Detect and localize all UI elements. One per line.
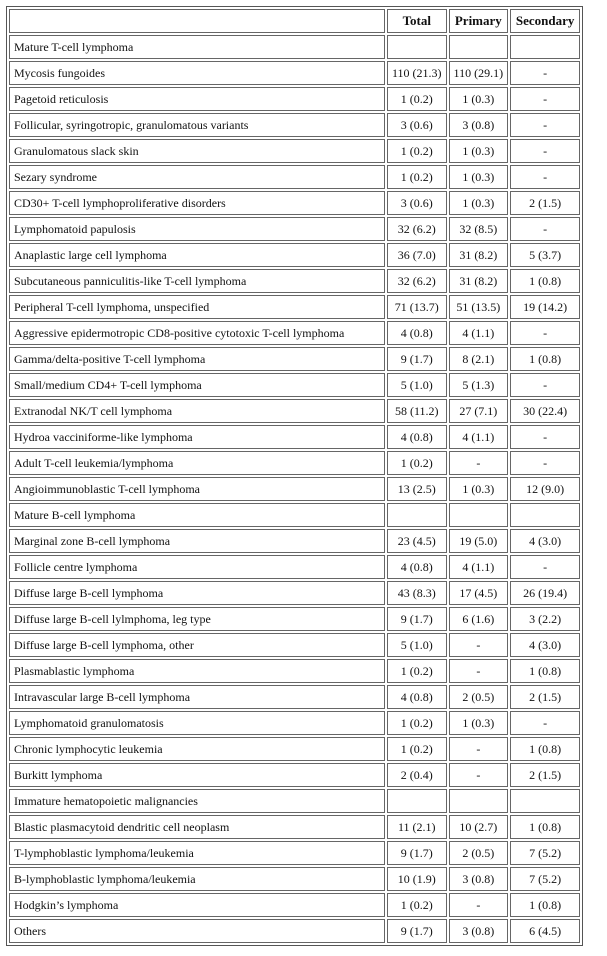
- cell-primary: [449, 503, 509, 527]
- cell-primary: [449, 35, 509, 59]
- cell-total: 110 (21.3): [387, 61, 447, 85]
- table-row: [9, 87, 580, 111]
- cell-primary: 1 (0.3): [449, 191, 509, 215]
- row-label: Small/medium CD4+ T-cell lymphoma: [9, 373, 385, 397]
- cell-primary: 3 (0.8): [449, 919, 509, 943]
- cell-total: 4 (0.8): [387, 425, 447, 449]
- row-label: Others: [9, 919, 385, 943]
- row-label: Granulomatous slack skin: [9, 139, 385, 163]
- table-row: [9, 581, 580, 605]
- cell-secondary: 2 (1.5): [510, 763, 580, 787]
- table-row: [9, 763, 580, 787]
- cell-total: 13 (2.5): [387, 477, 447, 501]
- cell-primary: -: [449, 893, 509, 917]
- cell-primary: 1 (0.3): [449, 139, 509, 163]
- cell-secondary: -: [510, 373, 580, 397]
- cell-primary: -: [449, 451, 509, 475]
- row-label: Anaplastic large cell lymphoma: [9, 243, 385, 267]
- cell-total: 58 (11.2): [387, 399, 447, 423]
- row-label: Peripheral T-cell lymphoma, unspecified: [9, 295, 385, 319]
- row-label: Plasmablastic lymphoma: [9, 659, 385, 683]
- table-container: [6, 6, 583, 946]
- cell-total: 11 (2.1): [387, 815, 447, 839]
- cell-primary: 1 (0.3): [449, 87, 509, 111]
- cell-secondary: 1 (0.8): [510, 893, 580, 917]
- cell-total: 3 (0.6): [387, 113, 447, 137]
- table-body: [9, 35, 580, 943]
- cell-total: 2 (0.4): [387, 763, 447, 787]
- cell-primary: 10 (2.7): [449, 815, 509, 839]
- cell-total: 1 (0.2): [387, 165, 447, 189]
- row-label: B-lymphoblastic lymphoma/leukemia: [9, 867, 385, 891]
- cell-total: 9 (1.7): [387, 919, 447, 943]
- cell-primary: -: [449, 763, 509, 787]
- header-primary: Primary: [449, 9, 509, 33]
- table-row: [9, 711, 580, 735]
- cell-primary: 27 (7.1): [449, 399, 509, 423]
- cell-secondary: -: [510, 321, 580, 345]
- table-row: [9, 659, 580, 683]
- cell-secondary: 30 (22.4): [510, 399, 580, 423]
- table-row: [9, 425, 580, 449]
- row-label: Subcutaneous panniculitis-like T-cell lymphoma: [9, 269, 385, 293]
- cell-secondary: 7 (5.2): [510, 867, 580, 891]
- cell-secondary: [510, 35, 580, 59]
- cell-total: [387, 35, 447, 59]
- cell-secondary: 4 (3.0): [510, 633, 580, 657]
- cell-secondary: 6 (4.5): [510, 919, 580, 943]
- table-row: [9, 191, 580, 215]
- cell-secondary: -: [510, 555, 580, 579]
- cell-secondary: -: [510, 451, 580, 475]
- cell-secondary: -: [510, 113, 580, 137]
- table-row: [9, 555, 580, 579]
- cell-secondary: 1 (0.8): [510, 737, 580, 761]
- cell-secondary: -: [510, 139, 580, 163]
- table-row: [9, 61, 580, 85]
- cell-total: 36 (7.0): [387, 243, 447, 267]
- row-label: Intravascular large B-cell lymphoma: [9, 685, 385, 709]
- cell-primary: 110 (29.1): [449, 61, 509, 85]
- table-row: [9, 165, 580, 189]
- row-label: Mycosis fungoides: [9, 61, 385, 85]
- cell-secondary: 2 (1.5): [510, 685, 580, 709]
- row-label: Aggressive epidermotropic CD8-positive cytotoxic T-cell lymphoma: [9, 321, 385, 345]
- table-row: [9, 503, 580, 527]
- table-row: [9, 815, 580, 839]
- header-row: [9, 9, 580, 33]
- table-row: [9, 841, 580, 865]
- cell-primary: 5 (1.3): [449, 373, 509, 397]
- table-row: [9, 347, 580, 371]
- table-row: [9, 529, 580, 553]
- cell-primary: 3 (0.8): [449, 113, 509, 137]
- cell-secondary: -: [510, 425, 580, 449]
- row-label: Extranodal NK/T cell lymphoma: [9, 399, 385, 423]
- table-row: [9, 737, 580, 761]
- cell-secondary: 4 (3.0): [510, 529, 580, 553]
- cell-secondary: [510, 503, 580, 527]
- table-row: [9, 399, 580, 423]
- row-label: Pagetoid reticulosis: [9, 87, 385, 111]
- cell-primary: [449, 789, 509, 813]
- cell-primary: 3 (0.8): [449, 867, 509, 891]
- cell-primary: 1 (0.3): [449, 165, 509, 189]
- cell-secondary: 3 (2.2): [510, 607, 580, 631]
- row-label: Follicle centre lymphoma: [9, 555, 385, 579]
- row-label: T-lymphoblastic lymphoma/leukemia: [9, 841, 385, 865]
- row-label: Gamma/delta-positive T-cell lymphoma: [9, 347, 385, 371]
- cell-total: 5 (1.0): [387, 633, 447, 657]
- cell-secondary: 26 (19.4): [510, 581, 580, 605]
- cell-secondary: 1 (0.8): [510, 347, 580, 371]
- row-label: Diffuse large B-cell lymphoma: [9, 581, 385, 605]
- table-row: [9, 919, 580, 943]
- cell-total: 1 (0.2): [387, 139, 447, 163]
- cell-primary: 1 (0.3): [449, 477, 509, 501]
- table-row: [9, 893, 580, 917]
- header-total: Total: [387, 9, 447, 33]
- table-row: [9, 867, 580, 891]
- cell-total: 1 (0.2): [387, 893, 447, 917]
- cell-total: 1 (0.2): [387, 659, 447, 683]
- cell-total: 9 (1.7): [387, 607, 447, 631]
- cell-primary: 8 (2.1): [449, 347, 509, 371]
- table-row: [9, 113, 580, 137]
- cell-total: 5 (1.0): [387, 373, 447, 397]
- cell-total: 32 (6.2): [387, 217, 447, 241]
- cell-total: 4 (0.8): [387, 555, 447, 579]
- cell-total: 32 (6.2): [387, 269, 447, 293]
- cell-total: 10 (1.9): [387, 867, 447, 891]
- table-row: [9, 789, 580, 813]
- cell-primary: -: [449, 659, 509, 683]
- row-label: Mature T-cell lymphoma: [9, 35, 385, 59]
- row-label: Diffuse large B-cell lymphoma, other: [9, 633, 385, 657]
- cell-secondary: 1 (0.8): [510, 269, 580, 293]
- row-label: CD30+ T-cell lymphoproliferative disorders: [9, 191, 385, 215]
- cell-primary: 6 (1.6): [449, 607, 509, 631]
- header-secondary: Secondary: [510, 9, 580, 33]
- table-row: [9, 35, 580, 59]
- cell-primary: 51 (13.5): [449, 295, 509, 319]
- cell-primary: 32 (8.5): [449, 217, 509, 241]
- cell-total: 4 (0.8): [387, 321, 447, 345]
- cell-secondary: 19 (14.2): [510, 295, 580, 319]
- cell-total: 1 (0.2): [387, 451, 447, 475]
- cell-total: [387, 789, 447, 813]
- table-row: [9, 269, 580, 293]
- cell-total: 43 (8.3): [387, 581, 447, 605]
- cell-total: 4 (0.8): [387, 685, 447, 709]
- row-label: Sezary syndrome: [9, 165, 385, 189]
- table-row: [9, 451, 580, 475]
- row-label: Marginal zone B-cell lymphoma: [9, 529, 385, 553]
- row-label: Lymphomatoid granulomatosis: [9, 711, 385, 735]
- row-label: Chronic lymphocytic leukemia: [9, 737, 385, 761]
- table-row: [9, 321, 580, 345]
- cell-secondary: -: [510, 217, 580, 241]
- row-label: Lymphomatoid papulosis: [9, 217, 385, 241]
- row-label: Burkitt lymphoma: [9, 763, 385, 787]
- cell-primary: 1 (0.3): [449, 711, 509, 735]
- cell-primary: 31 (8.2): [449, 269, 509, 293]
- cell-total: 71 (13.7): [387, 295, 447, 319]
- cell-total: 23 (4.5): [387, 529, 447, 553]
- cell-secondary: [510, 789, 580, 813]
- cell-secondary: -: [510, 711, 580, 735]
- table-row: [9, 477, 580, 501]
- cell-total: 1 (0.2): [387, 737, 447, 761]
- table-row: [9, 607, 580, 631]
- cell-secondary: -: [510, 61, 580, 85]
- cell-primary: 31 (8.2): [449, 243, 509, 267]
- cell-primary: 4 (1.1): [449, 321, 509, 345]
- cell-primary: 4 (1.1): [449, 555, 509, 579]
- cell-primary: 19 (5.0): [449, 529, 509, 553]
- cell-secondary: -: [510, 87, 580, 111]
- row-label: Mature B-cell lymphoma: [9, 503, 385, 527]
- lymphoma-table: [6, 6, 583, 946]
- cell-total: 9 (1.7): [387, 841, 447, 865]
- table-row: [9, 685, 580, 709]
- row-label: Blastic plasmacytoid dendritic cell neoplasm: [9, 815, 385, 839]
- row-label: Hydroa vacciniforme-like lymphoma: [9, 425, 385, 449]
- table-row: [9, 633, 580, 657]
- row-label: Angioimmunoblastic T-cell lymphoma: [9, 477, 385, 501]
- cell-secondary: 7 (5.2): [510, 841, 580, 865]
- table-row: [9, 139, 580, 163]
- cell-secondary: 1 (0.8): [510, 815, 580, 839]
- table-row: [9, 373, 580, 397]
- cell-secondary: 5 (3.7): [510, 243, 580, 267]
- cell-total: [387, 503, 447, 527]
- cell-total: 3 (0.6): [387, 191, 447, 215]
- header-blank: [9, 9, 385, 33]
- row-label: Hodgkin’s lymphoma: [9, 893, 385, 917]
- row-label: Immature hematopoietic malignancies: [9, 789, 385, 813]
- cell-primary: 17 (4.5): [449, 581, 509, 605]
- table-row: [9, 243, 580, 267]
- table-row: [9, 295, 580, 319]
- cell-primary: 2 (0.5): [449, 841, 509, 865]
- cell-secondary: 12 (9.0): [510, 477, 580, 501]
- cell-secondary: 2 (1.5): [510, 191, 580, 215]
- cell-primary: 2 (0.5): [449, 685, 509, 709]
- cell-total: 9 (1.7): [387, 347, 447, 371]
- row-label: Diffuse large B-cell lylmphoma, leg type: [9, 607, 385, 631]
- cell-primary: -: [449, 633, 509, 657]
- cell-secondary: -: [510, 165, 580, 189]
- cell-secondary: 1 (0.8): [510, 659, 580, 683]
- cell-primary: 4 (1.1): [449, 425, 509, 449]
- cell-primary: -: [449, 737, 509, 761]
- row-label: Adult T-cell leukemia/lymphoma: [9, 451, 385, 475]
- row-label: Follicular, syringotropic, granulomatous variants: [9, 113, 385, 137]
- cell-total: 1 (0.2): [387, 87, 447, 111]
- cell-total: 1 (0.2): [387, 711, 447, 735]
- table-row: [9, 217, 580, 241]
